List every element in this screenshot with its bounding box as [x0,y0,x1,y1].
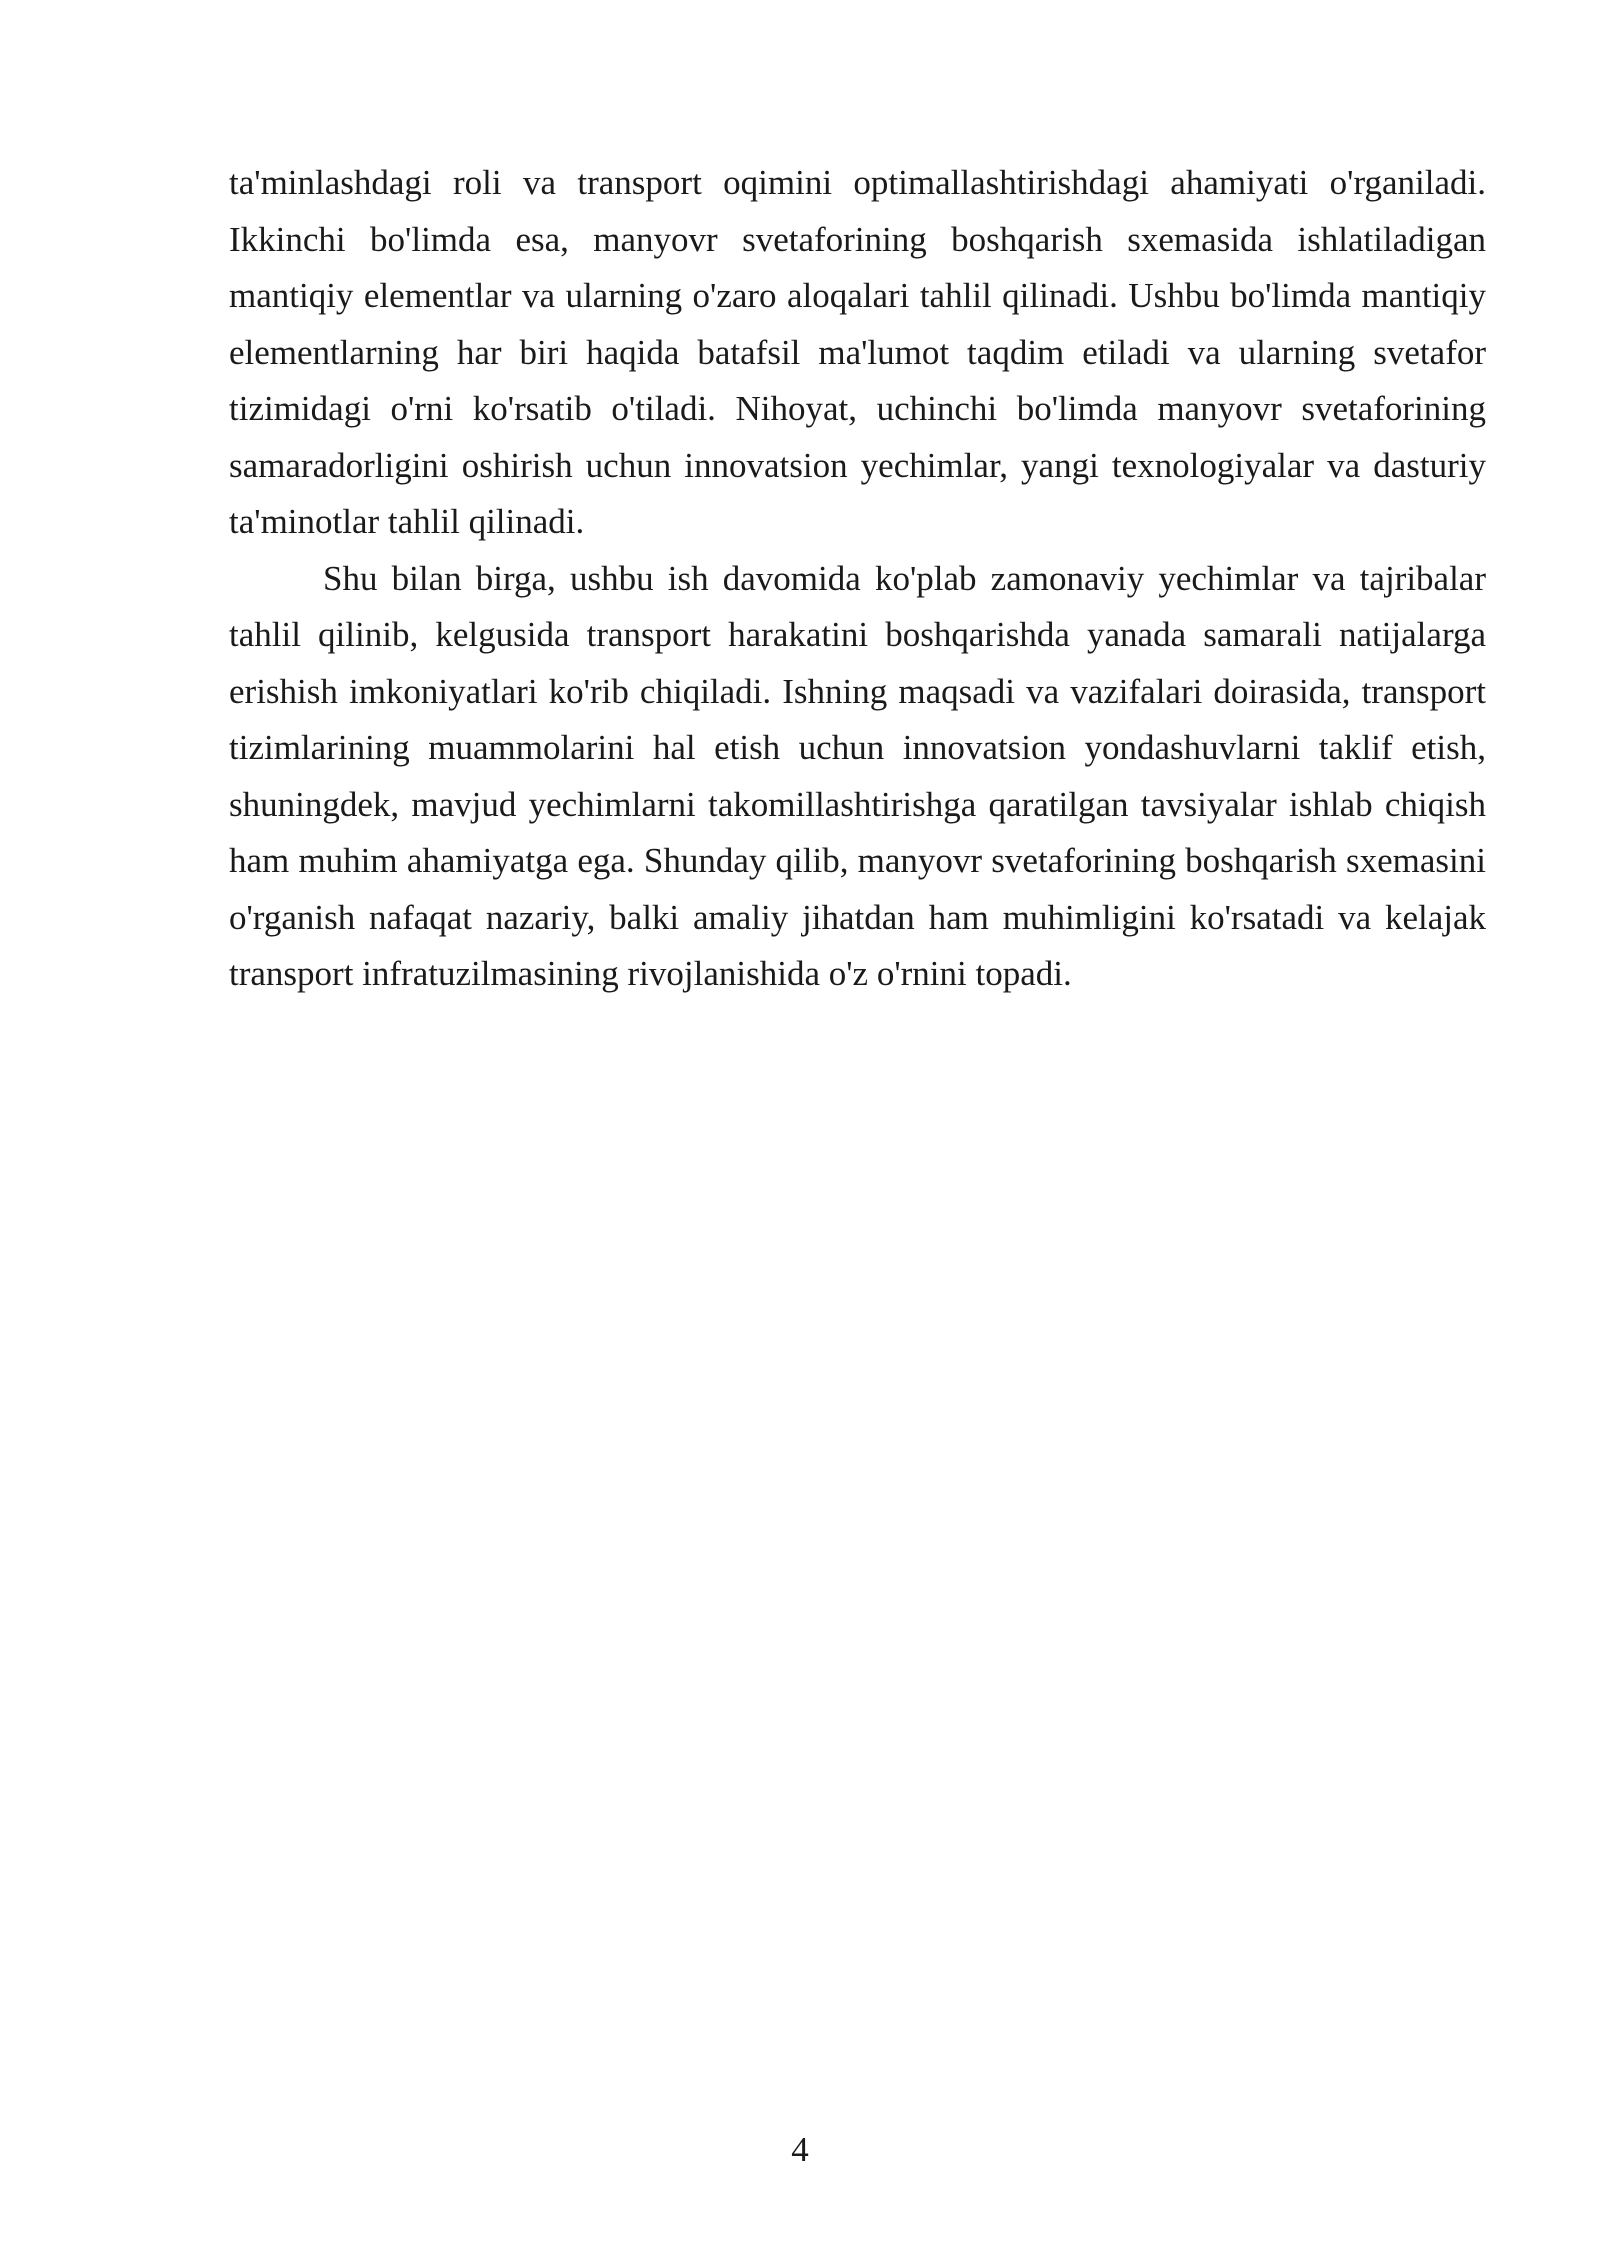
body-text [229,155,1486,1003]
paragraph-2: Shu bilan birga, ushbu ish davomida ko'plab zamonaviy yechimlar va tajribalar tahlil qilinib, kelgusida transport harakatini boshqarishda yanada samarali natijalarga erishish imkoniyatlari ko'rib chiqiladi. Ishning maqsadi va vazifalari doirasida, transport tizimlarining muammolarini hal etish uchun innovatsion yondashuvlarni taklif etish, shuningdek, mavjud yechimlarni takomillashtirishga qaratilgan tavsiyalar ishlab chiqish ham muhim ahamiyatga ega. Shunday qilib, manyovr svetaforining boshqarish sxemasini o'rganish nafaqat nazariy, balki amaliy jihatdan ham muhimligini ko'rsatadi va kelajak transport infratuzilmasining rivojlanishida o'z o'rnini topadi. [229,558,1486,993]
page-number: 4 [791,2130,809,2169]
paragraph-continuation: ta'minlashdagi roli va transport oqimini optimallashtirishdagi ahamiyati o'rganiladi. Ikkinchi bo'limda esa, manyovr svetaforining boshqarish sxemasida ishlatiladigan mantiqiy elementlar va ularning o'zaro aloqalari tahlil qilinadi. Ushbu bo'limda mantiqiy elementlarning har biri haqida batafsil ma'lumot taqdim etiladi va ularning svetafor tizimidagi o'rni ko'rsatib o'tiladi. Nihoyat, uchinchi bo'limda manyovr svetaforining samaradorligini oshirish uchun innovatsion yechimlar, yangi texnologiyalar va dasturiy ta'minotlar tahlil qilinadi. [229,163,1486,541]
